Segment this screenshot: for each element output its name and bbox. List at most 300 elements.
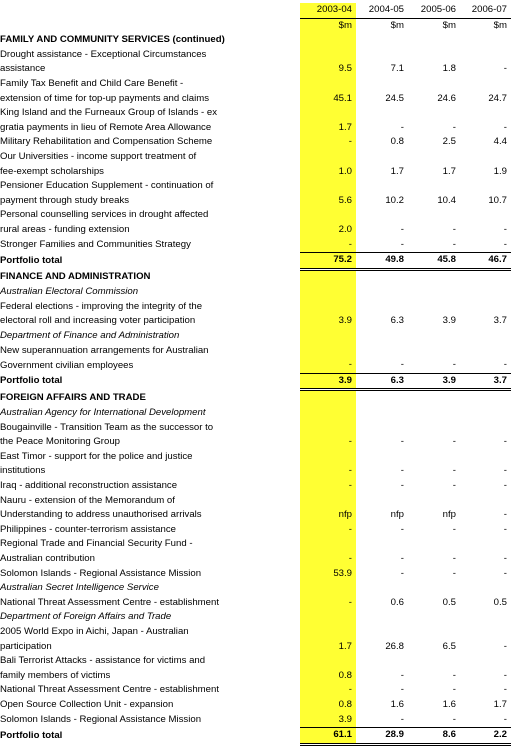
value-cell <box>300 150 356 165</box>
unit-header: $m <box>493 19 507 31</box>
agency-heading-row <box>0 406 511 421</box>
portfolio-total-row <box>0 253 511 270</box>
value-cell <box>460 106 511 121</box>
value-cell <box>408 610 460 625</box>
value-cell: - <box>503 121 507 133</box>
value-cell: 0.5 <box>493 596 507 608</box>
measure-label: Government civilian employees <box>0 359 134 371</box>
value-cell: - <box>503 359 507 371</box>
measure-label: Federal elections - improving the integrity of the <box>0 300 203 312</box>
value-cell: nfp <box>300 508 356 523</box>
value-cell <box>408 106 460 121</box>
measure-label: assistance <box>0 63 46 75</box>
value-cell <box>408 494 460 509</box>
value-cell <box>460 406 511 421</box>
value-cell: nfp <box>390 509 404 521</box>
value-cell <box>408 300 460 315</box>
year-header: 2003-04 <box>300 3 356 18</box>
value-cell: - <box>452 684 456 696</box>
value-cell <box>460 329 511 344</box>
value-cell: - <box>503 669 507 681</box>
value-cell: - <box>503 223 507 235</box>
value-cell: 1.8 <box>442 63 456 75</box>
value-cell: 1.7 <box>300 121 356 136</box>
value-cell: 2.0 <box>300 223 356 238</box>
portfolio-heading-row <box>0 33 511 48</box>
value-cell: - <box>300 238 356 253</box>
value-cell <box>460 610 511 625</box>
agency-name: Department of Foreign Affairs and Trade <box>0 611 172 623</box>
value-cell <box>356 269 408 285</box>
value-cell: 10.4 <box>437 194 456 206</box>
value-cell: - <box>400 567 404 579</box>
value-cell: 24.7 <box>488 92 507 104</box>
measure-label: King Island and the Furneaux Group of Islands - ex <box>0 107 218 119</box>
measure-label: National Threat Assessment Centre - establishment <box>0 684 219 696</box>
value-cell: 9.5 <box>300 62 356 77</box>
value-cell: 3.9 <box>300 314 356 329</box>
value-cell: 1.7 <box>300 640 356 655</box>
value-cell <box>408 450 460 465</box>
value-cell: 6.3 <box>390 315 404 327</box>
portfolio-total-row <box>0 728 511 745</box>
value-cell <box>300 610 356 625</box>
value-cell <box>300 106 356 121</box>
portfolio-name: FOREIGN AFFAIRS AND TRADE <box>0 391 146 403</box>
value-cell <box>460 77 511 92</box>
value-cell: 1.9 <box>493 165 507 177</box>
measure-row <box>0 435 511 450</box>
value-cell: - <box>400 552 404 564</box>
value-cell: - <box>503 567 507 579</box>
measure-label: Iraq - additional reconstruction assistance <box>0 480 178 491</box>
value-cell <box>300 208 356 223</box>
value-cell: 2.5 <box>442 136 456 148</box>
value-cell: 1.7 <box>390 165 404 177</box>
measure-label: Solomon Islands - Regional Assistance Mission <box>0 567 202 579</box>
value-cell: 0.6 <box>390 596 404 608</box>
value-cell <box>408 537 460 552</box>
value-cell <box>356 48 408 63</box>
total-value: 28.9 <box>356 728 408 745</box>
measure-label: Drought assistance - Exceptional Circumstances <box>0 48 207 60</box>
value-cell <box>356 421 408 436</box>
total-value: 49.8 <box>356 253 408 270</box>
value-cell: 10.7 <box>488 194 507 206</box>
value-cell: - <box>400 713 404 725</box>
value-cell: - <box>400 359 404 371</box>
value-cell <box>408 329 460 344</box>
value-cell: - <box>400 480 404 491</box>
portfolio-total-label: Portfolio total <box>0 375 63 387</box>
portfolio-total-row <box>0 373 511 390</box>
value-cell: 1.0 <box>300 165 356 180</box>
agency-name: Australian Secret Intelligence Service <box>0 582 159 594</box>
total-value: 45.8 <box>408 253 460 270</box>
value-cell: 10.2 <box>385 194 404 206</box>
value-cell: 3.9 <box>442 315 456 327</box>
measure-label: fee-exempt scholarships <box>0 165 104 177</box>
value-cell <box>408 421 460 436</box>
measure-row <box>0 77 511 92</box>
value-cell <box>408 33 460 48</box>
budget-measures-table <box>0 3 511 746</box>
value-cell <box>408 269 460 285</box>
measure-label: Family Tax Benefit and Child Care Benefit - <box>0 77 184 89</box>
value-cell: nfp <box>442 509 456 521</box>
measure-label: Pensioner Education Supplement - continuation of <box>0 180 214 192</box>
value-cell: - <box>503 713 507 725</box>
agency-heading-row <box>0 610 511 625</box>
measure-label: 2005 World Expo in Aichi, Japan - Australian <box>0 625 189 637</box>
value-cell: - <box>452 480 456 491</box>
measure-label: Bougainville - Transition Team as the successor to <box>0 421 214 433</box>
value-cell <box>460 300 511 315</box>
portfolio-total-label: Portfolio total <box>0 254 63 266</box>
value-cell <box>356 406 408 421</box>
measure-row <box>0 713 511 728</box>
value-cell <box>460 269 511 285</box>
value-cell <box>300 344 356 359</box>
value-cell <box>408 179 460 194</box>
value-cell: - <box>452 436 456 448</box>
value-cell: - <box>452 238 456 250</box>
measure-label: gratia payments in lieu of Remote Area Allowance <box>0 121 212 133</box>
measure-label: Regional Trade and Financial Security Fund - <box>0 538 193 550</box>
measure-row <box>0 48 511 63</box>
value-cell: - <box>503 63 507 75</box>
value-cell: 24.6 <box>437 92 456 104</box>
value-cell <box>356 537 408 552</box>
value-cell <box>408 285 460 300</box>
measure-label: Australian contribution <box>0 552 95 564</box>
year-header: 2004-05 <box>356 3 408 18</box>
measure-label: Open Source Collection Unit - expansion <box>0 698 174 710</box>
total-value: 6.3 <box>356 373 408 390</box>
value-cell: - <box>300 552 356 567</box>
value-cell <box>356 450 408 465</box>
measure-row <box>0 640 511 655</box>
header-spacer <box>0 3 300 18</box>
value-cell: - <box>503 640 507 652</box>
agency-heading-row <box>0 329 511 344</box>
measure-row <box>0 669 511 684</box>
value-cell <box>460 179 511 194</box>
value-cell <box>300 179 356 194</box>
total-value: 75.2 <box>300 253 356 270</box>
value-cell <box>300 406 356 421</box>
value-cell: 0.8 <box>390 136 404 148</box>
value-cell: 0.5 <box>442 596 456 608</box>
value-cell <box>356 208 408 223</box>
measure-row <box>0 135 511 150</box>
measure-row <box>0 238 511 253</box>
value-cell <box>356 329 408 344</box>
value-cell <box>300 494 356 509</box>
value-cell <box>408 581 460 596</box>
measure-label: rural areas - funding extension <box>0 223 130 235</box>
measure-label: Stronger Families and Communities Strategy <box>0 238 191 250</box>
measure-row <box>0 537 511 552</box>
portfolio-total-label: Portfolio total <box>0 729 63 741</box>
value-cell: 0.8 <box>300 698 356 713</box>
agency-name: Australian Electoral Commission <box>0 286 139 298</box>
value-cell: - <box>400 223 404 235</box>
agency-heading-row <box>0 285 511 300</box>
value-cell: - <box>452 465 456 477</box>
measure-label: participation <box>0 640 52 652</box>
value-cell: 3.7 <box>493 315 507 327</box>
measure-row <box>0 683 511 698</box>
value-cell: - <box>300 135 356 150</box>
value-cell <box>300 329 356 344</box>
year-header: 2006-07 <box>460 3 511 18</box>
value-cell <box>300 300 356 315</box>
total-value: 46.7 <box>460 253 511 270</box>
value-cell <box>460 208 511 223</box>
measure-row <box>0 165 511 180</box>
measure-row <box>0 421 511 436</box>
measure-row <box>0 625 511 640</box>
total-value: 3.9 <box>300 373 356 390</box>
value-cell <box>300 450 356 465</box>
value-cell: - <box>400 436 404 448</box>
portfolio-name: FINANCE AND ADMINISTRATION <box>0 270 151 282</box>
value-cell: 5.6 <box>300 194 356 209</box>
value-cell: - <box>300 358 356 373</box>
unit-header: $m <box>390 19 404 31</box>
measure-row <box>0 121 511 136</box>
measure-row <box>0 62 511 77</box>
value-cell <box>300 269 356 285</box>
value-cell <box>460 581 511 596</box>
total-value: 3.9 <box>408 373 460 390</box>
agency-heading-row <box>0 581 511 596</box>
value-cell: - <box>452 223 456 235</box>
value-cell: 26.8 <box>385 640 404 652</box>
total-value: 3.7 <box>460 373 511 390</box>
measure-row <box>0 150 511 165</box>
measure-row <box>0 552 511 567</box>
value-cell: - <box>300 596 356 611</box>
value-cell <box>408 390 460 406</box>
value-cell: - <box>503 238 507 250</box>
value-cell: - <box>452 121 456 133</box>
value-cell: - <box>452 669 456 681</box>
value-cell: - <box>452 713 456 725</box>
measure-label: Understanding to address unauthorised arrivals <box>0 509 202 521</box>
measure-label: Military Rehabilitation and Compensation Scheme <box>0 136 213 148</box>
value-cell: - <box>503 465 507 477</box>
total-value: 8.6 <box>408 728 460 745</box>
value-cell <box>356 33 408 48</box>
measure-label: Solomon Islands - Regional Assistance Mission <box>0 713 202 725</box>
value-cell <box>460 48 511 63</box>
value-cell: - <box>452 567 456 579</box>
value-cell: - <box>503 480 507 491</box>
value-cell <box>356 610 408 625</box>
value-cell <box>300 33 356 48</box>
value-cell <box>460 285 511 300</box>
value-cell: - <box>300 479 356 494</box>
year-header-row <box>0 3 511 18</box>
value-cell: - <box>452 552 456 564</box>
value-cell <box>356 300 408 315</box>
value-cell <box>356 625 408 640</box>
value-cell <box>300 537 356 552</box>
value-cell <box>460 390 511 406</box>
value-cell: - <box>452 359 456 371</box>
total-value: 2.2 <box>460 728 511 745</box>
value-cell <box>408 77 460 92</box>
value-cell: - <box>452 523 456 535</box>
measure-row <box>0 223 511 238</box>
value-cell <box>356 390 408 406</box>
value-cell: - <box>400 684 404 696</box>
value-cell <box>356 581 408 596</box>
measure-row <box>0 596 511 611</box>
value-cell <box>460 537 511 552</box>
value-cell <box>300 625 356 640</box>
value-cell <box>356 179 408 194</box>
value-cell <box>460 421 511 436</box>
measure-label: Our Universities - income support treatment of <box>0 150 197 162</box>
value-cell: 53.9 <box>300 567 356 582</box>
value-cell <box>408 406 460 421</box>
value-cell: - <box>503 523 507 535</box>
total-value: 61.1 <box>300 728 356 745</box>
measure-label: National Threat Assessment Centre - establishment <box>0 596 219 608</box>
measure-row <box>0 567 511 582</box>
measure-row <box>0 464 511 479</box>
value-cell <box>356 150 408 165</box>
value-cell <box>408 654 460 669</box>
value-cell: 1.7 <box>493 698 507 710</box>
portfolio-name: FAMILY AND COMMUNITY SERVICES (continued) <box>0 34 225 46</box>
value-cell: 6.5 <box>442 640 456 652</box>
measure-row <box>0 194 511 209</box>
value-cell: - <box>400 238 404 250</box>
value-cell <box>300 581 356 596</box>
value-cell <box>408 150 460 165</box>
value-cell <box>460 33 511 48</box>
value-cell: - <box>400 669 404 681</box>
measure-label: the Peace Monitoring Group <box>0 436 120 448</box>
value-cell <box>408 625 460 640</box>
value-cell <box>356 77 408 92</box>
value-cell: 3.9 <box>300 713 356 728</box>
value-cell <box>300 285 356 300</box>
measure-row <box>0 479 511 494</box>
value-cell: - <box>400 121 404 133</box>
measure-label: Bali Terrorist Attacks - assistance for victims and <box>0 655 206 667</box>
value-cell <box>460 654 511 669</box>
measure-row <box>0 654 511 669</box>
value-cell <box>356 494 408 509</box>
value-cell: 4.4 <box>493 136 507 148</box>
header-spacer <box>0 18 300 33</box>
measure-row <box>0 208 511 223</box>
value-cell <box>408 208 460 223</box>
value-cell <box>300 421 356 436</box>
value-cell: - <box>300 683 356 698</box>
value-cell: 45.1 <box>300 92 356 107</box>
value-cell <box>408 48 460 63</box>
value-cell <box>356 654 408 669</box>
year-header: 2005-06 <box>408 3 460 18</box>
value-cell <box>300 654 356 669</box>
measure-row <box>0 92 511 107</box>
value-cell: - <box>503 509 507 521</box>
measure-label: Philippines - counter-terrorism assistance <box>0 523 176 535</box>
measure-label: family members of victims <box>0 669 111 681</box>
value-cell: 7.1 <box>390 63 404 75</box>
agency-name: Australian Agency for International Development <box>0 407 206 419</box>
measure-row <box>0 358 511 373</box>
unit-header: $m <box>300 18 356 33</box>
unit-header: $m <box>442 19 456 31</box>
value-cell <box>460 450 511 465</box>
portfolio-heading-row <box>0 269 511 285</box>
measure-label: New superannuation arrangements for Australian <box>0 344 209 356</box>
measure-row <box>0 494 511 509</box>
measure-row <box>0 179 511 194</box>
measure-row <box>0 508 511 523</box>
measure-row <box>0 314 511 329</box>
measure-row <box>0 523 511 538</box>
value-cell: 1.7 <box>442 165 456 177</box>
value-cell: - <box>300 523 356 538</box>
value-cell <box>460 150 511 165</box>
measure-label: East Timor - support for the police and justice <box>0 450 193 462</box>
value-cell <box>300 77 356 92</box>
value-cell <box>356 344 408 359</box>
measure-label: Personal counselling services in drought affected <box>0 209 209 221</box>
value-cell: - <box>300 464 356 479</box>
value-cell <box>300 48 356 63</box>
value-cell <box>460 344 511 359</box>
measure-label: electoral roll and increasing voter participation <box>0 315 196 327</box>
value-cell <box>356 106 408 121</box>
value-cell <box>460 494 511 509</box>
agency-name: Department of Finance and Administration <box>0 330 180 342</box>
measure-label: payment through study breaks <box>0 194 130 206</box>
value-cell: 0.8 <box>300 669 356 684</box>
value-cell: - <box>503 552 507 564</box>
value-cell: - <box>400 465 404 477</box>
measure-row <box>0 300 511 315</box>
measure-label: Nauru - extension of the Memorandum of <box>0 494 175 506</box>
measure-row <box>0 698 511 713</box>
value-cell: 24.5 <box>385 92 404 104</box>
measure-label: institutions <box>0 465 46 477</box>
measure-label: extension of time for top-up payments and claims <box>0 92 210 104</box>
value-cell: 1.6 <box>442 698 456 710</box>
value-cell: 1.6 <box>390 698 404 710</box>
measure-row <box>0 344 511 359</box>
value-cell <box>460 625 511 640</box>
value-cell: - <box>300 435 356 450</box>
value-cell: - <box>400 523 404 535</box>
value-cell: - <box>503 436 507 448</box>
value-cell: - <box>503 684 507 696</box>
unit-header-row <box>0 18 511 33</box>
portfolio-heading-row <box>0 390 511 406</box>
measure-row <box>0 106 511 121</box>
measure-row <box>0 450 511 465</box>
value-cell <box>408 344 460 359</box>
value-cell <box>356 285 408 300</box>
